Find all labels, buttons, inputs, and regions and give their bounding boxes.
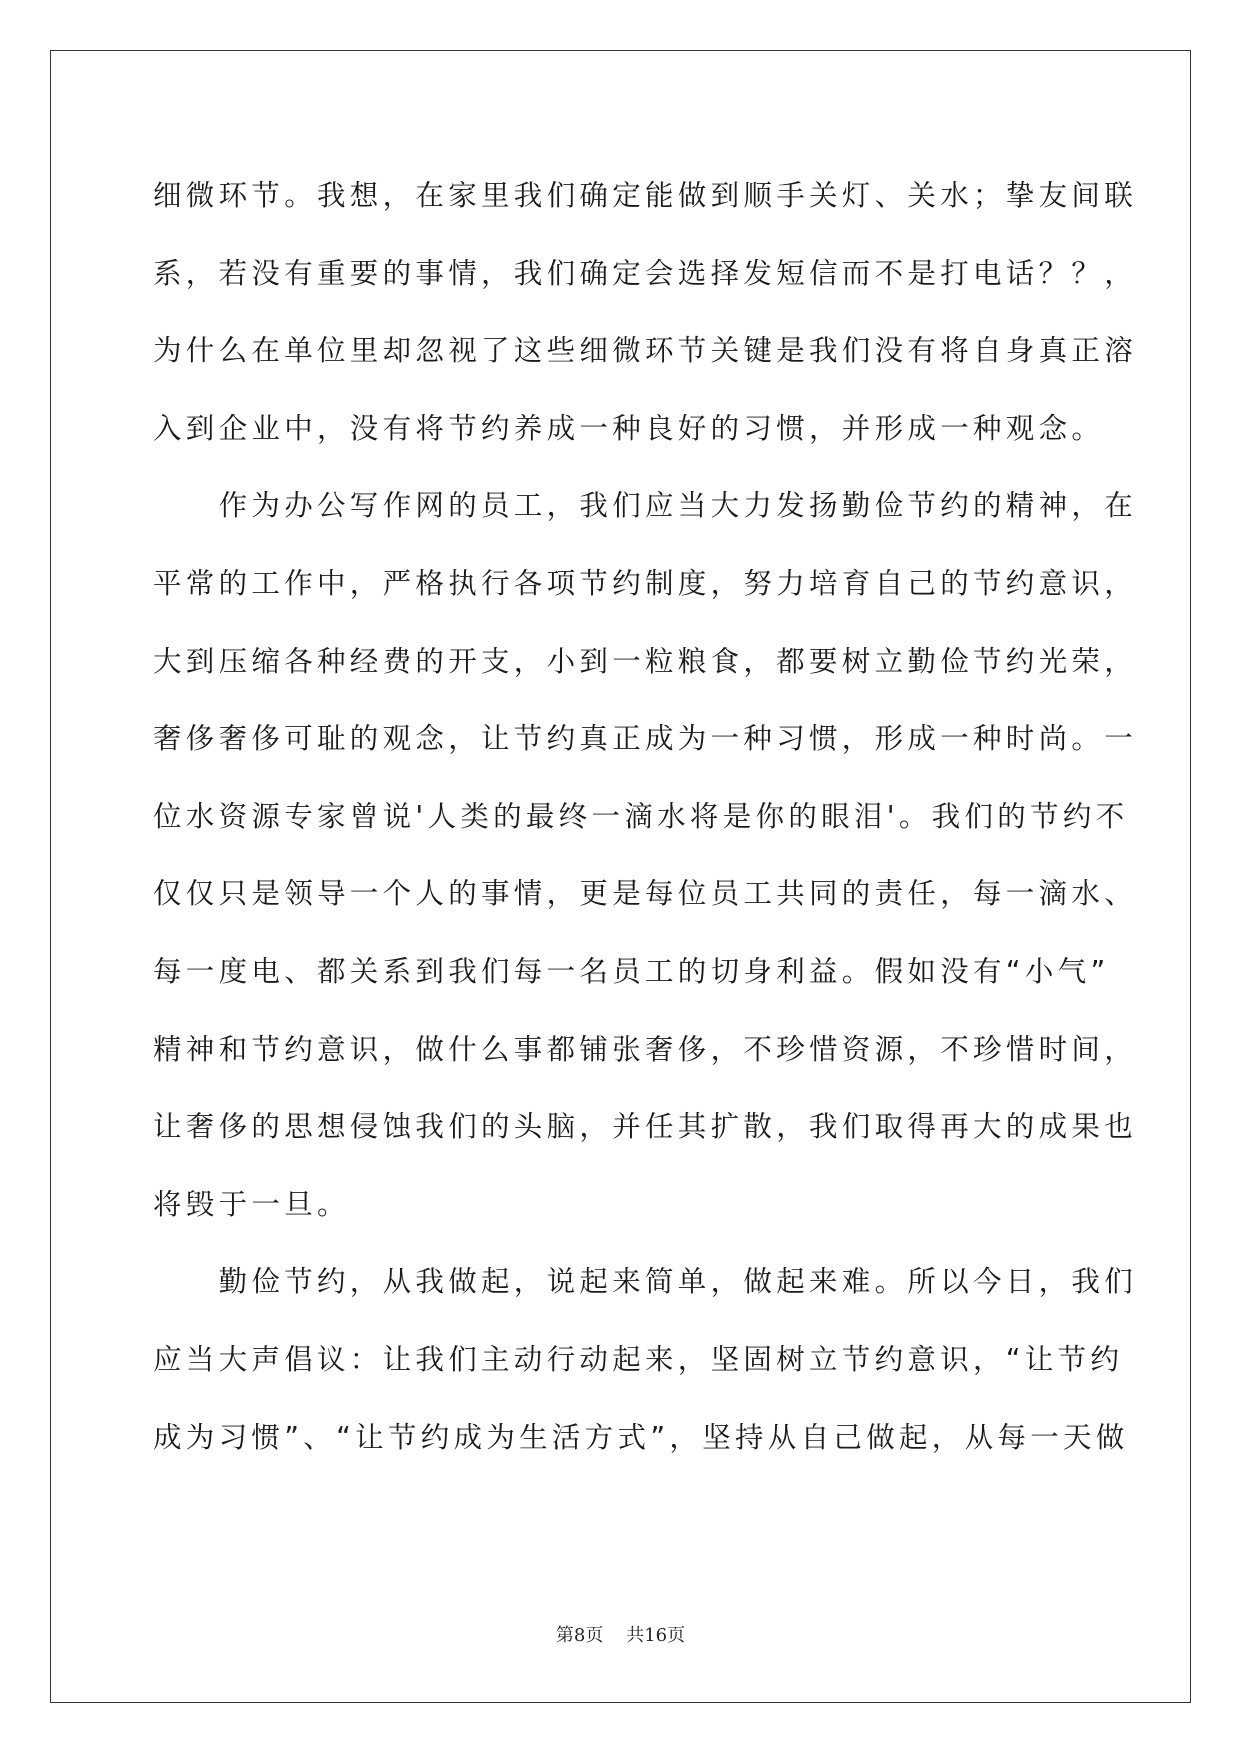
text-line: 大到压缩各种经费的开支，小到一粒粮食，都要树立勤俭节约光荣， <box>153 644 1138 678</box>
text-line: 平常的工作中，严格执行各项节约制度，努力培育自己的节约意识， <box>153 566 1138 600</box>
text-line: 让奢侈的思想侵蚀我们的头脑，并任其扩散，我们取得再大的成果也 <box>153 1110 1138 1144</box>
text-line: 系，若没有重要的事情，我们确定会选择发短信而不是打电话？？， <box>153 256 1138 290</box>
text-line: 入到企业中，没有将节约养成一种良好的习惯，并形成一种观念。 <box>153 411 1105 445</box>
text-line: 奢侈奢侈可耻的观念，让节约真正成为一种习惯，形成一种时尚。一 <box>153 722 1138 756</box>
text-line: 仅仅只是领导一个人的事情，更是每位员工共同的责任，每一滴水、 <box>153 877 1138 911</box>
text-line: 精神和节约意识，做什么事都铺张奢侈，不珍惜资源，不珍惜时间， <box>153 1032 1138 1066</box>
page-footer <box>0 1624 1241 1648</box>
document-body <box>153 157 1138 1476</box>
page-total: 共16页 <box>626 1625 686 1646</box>
text-line: 应当大声倡议：让我们主动行动起来，坚固树立节约意识，“让节约 <box>153 1342 1124 1376</box>
text-line: 每一度电、都关系到我们每一名员工的切身利益。假如没有“小气” <box>153 954 1110 988</box>
text-line: 成为习惯”、“让节约成为生活方式”，坚持从自己做起，从每一天做 <box>153 1420 1129 1454</box>
text-line: 位水资源专家曾说'人类的最终一滴水将是你的眼泪'。我们的节约不 <box>153 799 1129 833</box>
text-line: 勤俭节约，从我做起，说起来简单，做起来难。所以今日，我们 <box>153 1265 1138 1299</box>
text-line: 为什么在单位里却忽视了这些细微环节关键是我们没有将自身真正溶 <box>153 334 1138 368</box>
text-line: 细微环节。我想，在家里我们确定能做到顺手关灯、关水；挚友间联 <box>153 179 1138 212</box>
footer-spacer <box>603 1625 626 1646</box>
page-number: 第8页 <box>555 1625 604 1646</box>
text-line: 将毁于一旦。 <box>153 1187 350 1221</box>
text-line: 作为办公写作网的员工，我们应当大力发扬勤俭节约的精神，在 <box>153 489 1138 523</box>
